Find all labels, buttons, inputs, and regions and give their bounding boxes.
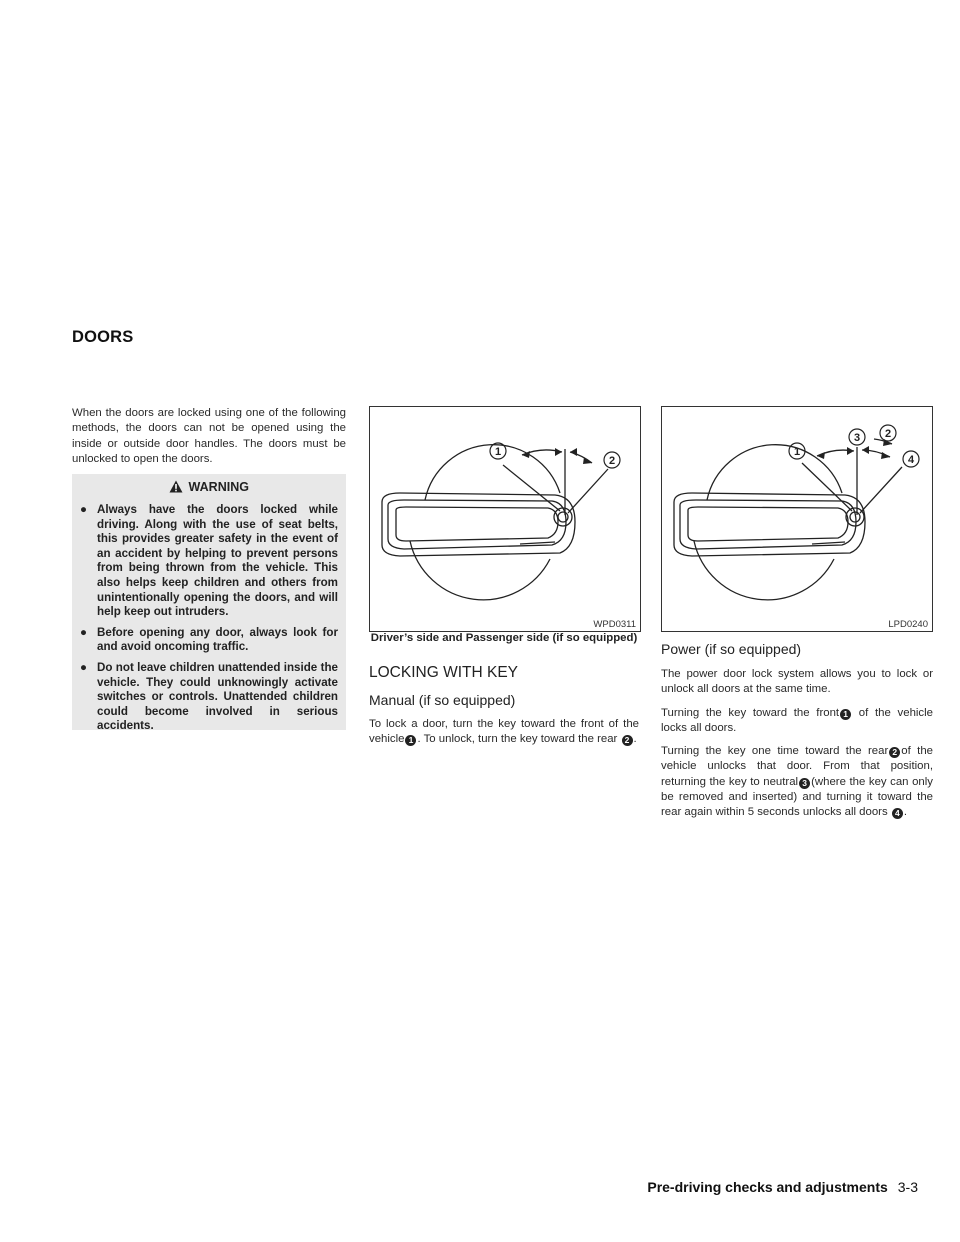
door-handle-illustration <box>662 407 932 631</box>
warning-triangle-icon <box>169 480 183 493</box>
power-heading: Power (if so equipped) <box>661 641 802 657</box>
warning-item: ● Always have the doors locked while driving. Along with the use of seat belts, this provides greater safety in the event of an accident by helping to prevent persons from being thrown from the vehicle. This also helps keep children and others from unintentionally opening the doors, and will help keep out intruders. <box>80 503 338 619</box>
bullet-icon: ● <box>80 625 88 639</box>
intro-paragraph: When the doors are locked using one of the following methods, the doors can not be opened using the inside or outside door handles. The doors must be unlocked to open the doors. <box>72 407 346 465</box>
door-handle-illustration <box>370 407 640 631</box>
callout-3: 3 <box>853 432 861 444</box>
figure-caption: Driver’s side and Passenger side (if so equipped) <box>370 632 638 644</box>
warning-list <box>72 503 346 734</box>
warning-header <box>72 474 346 494</box>
callout-2-icon: 2 <box>889 747 900 758</box>
warning-item: ● Do not leave children unattended inside the vehicle. They could unknowingly activate switches or controls. Unattended children could become involved in serious accidents. <box>80 660 338 733</box>
callout-1-icon: 1 <box>405 735 416 746</box>
warning-title: WARNING <box>188 480 249 494</box>
callout-2: 2 <box>608 455 616 467</box>
warning-item: ● Before opening any door, always look for and avoid oncoming traffic. <box>80 625 338 654</box>
callout-4: 4 <box>907 454 915 466</box>
manual-heading: Manual (if so equipped) <box>369 692 516 708</box>
callout-2-icon: 2 <box>622 735 633 746</box>
section-title: DOORS <box>72 328 134 346</box>
locking-section <box>369 664 639 748</box>
power-paragraph-3: Turning the key one time toward the rear 2 of the vehicle unlocks that door. From that position, returning the key to neutral 3 (where the key can only be removed and inserted) and turning it toward the rear again within 5 seconds unlocks all doors 4 . <box>661 745 934 819</box>
callout-1-icon: 1 <box>840 709 851 720</box>
callout-2: 2 <box>884 428 892 440</box>
callout-3-icon: 3 <box>799 778 810 789</box>
page-number: 3-3 <box>897 1179 918 1195</box>
page-footer <box>647 1179 918 1195</box>
manual-paragraph: To lock a door, turn the key toward the front of the vehicle 1 . To unlock, turn the key toward the rear 2 . <box>369 718 639 746</box>
callout-1: 1 <box>494 446 502 458</box>
power-paragraph-1: The power door lock system allows you to lock or unlock all doors at the same time. <box>661 668 933 696</box>
warning-box <box>72 474 346 733</box>
figure-code: WPD0311 <box>593 619 636 630</box>
door-handle-figure-manual <box>369 406 641 632</box>
locking-heading: LOCKING WITH KEY <box>369 664 518 681</box>
figure-code: LPD0240 <box>888 619 928 630</box>
power-section <box>661 641 933 821</box>
power-paragraph-2: Turning the key toward the front 1 of the vehicle locks all doors. <box>661 706 933 734</box>
callout-1: 1 <box>793 446 801 458</box>
chapter-title: Pre-driving checks and adjustments <box>647 1179 888 1195</box>
bullet-icon: ● <box>80 660 88 674</box>
callout-4-icon: 4 <box>892 808 903 819</box>
door-handle-figure-power <box>661 406 933 632</box>
bullet-icon: ● <box>80 503 88 516</box>
